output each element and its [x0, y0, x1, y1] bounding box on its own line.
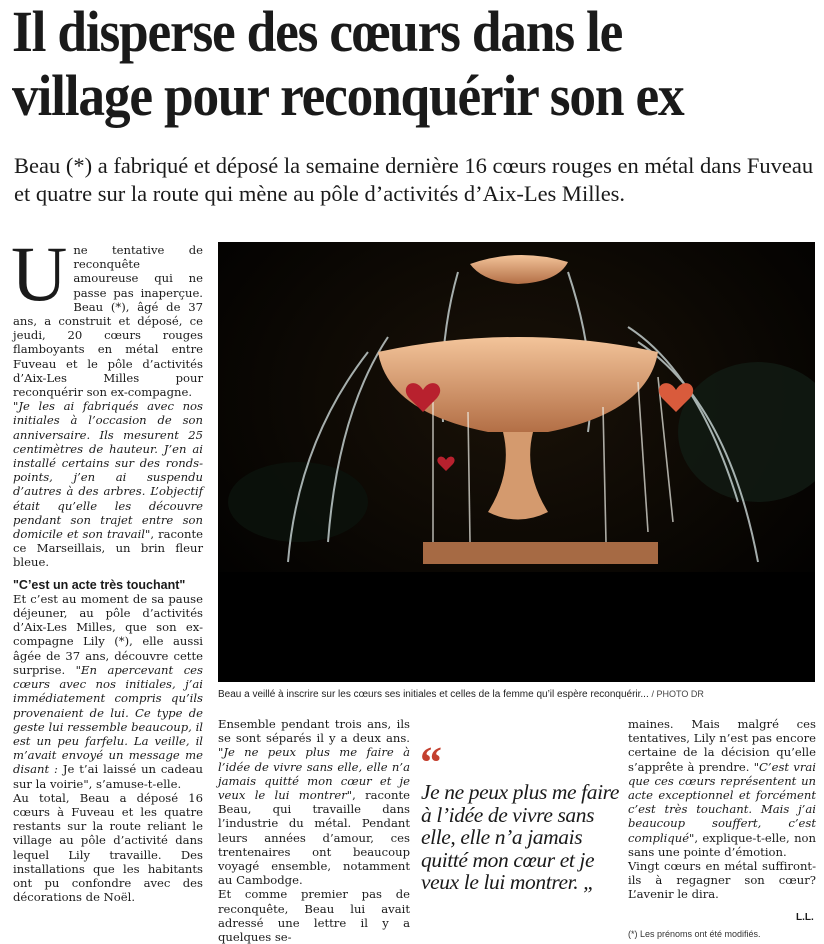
- fountain-illustration: [218, 242, 815, 682]
- body-text: ", s’amuse-t-elle.: [83, 776, 182, 791]
- body-text: , raconte ce Marseillais, un brin fleur bleue.: [13, 527, 203, 570]
- paragraph: [218, 887, 410, 944]
- body-text: Ensemble pendant trois ans, ils se sont séparés il y a deux ans.: [218, 717, 410, 746]
- author-initials: L.L.: [796, 912, 814, 923]
- headline: Il disperse des cœurs dans le village pour reconquérir son ex: [12, 0, 684, 128]
- paragraph: [628, 859, 816, 902]
- body-text: , explique-t-elle, non sans une pointe d’émotion.: [628, 830, 816, 859]
- quote-text: "En apercevant ces cœurs avec nos initiales, j’ai immédiatement compris qu’ils provenaient de lui. Ce type de geste lui ressemble beaucoup, il est un peu farfelu. La veille, il m’avait envoyé un message me disant :: [13, 662, 203, 777]
- fountain-photo: [218, 242, 815, 682]
- paragraph: [13, 592, 203, 791]
- lead-text: ne tentative de reconquête amoureuse qui ne passe pas inaperçue. Beau (*), âgé de 37 ans, a construit et déposé, ce jeudi, 20 cœurs rouges flamboyants en métal entre Fuveau et le pôle d’activités d’Aix-Les Milles pour reconquérir son ex-compagne.: [13, 243, 203, 400]
- quote-mark-icon: “: [420, 738, 442, 787]
- column-3: [628, 717, 816, 902]
- photo-credit: / PHOTO DR: [651, 689, 704, 699]
- quote-text: "Je ne peux plus me faire à l’idée de vivre sans elle, elle n’a jamais quitté mon cœur et je veux le lui montrer": [218, 745, 410, 803]
- column-1: [11, 230, 203, 905]
- subheading: "C’est un acte très touchant": [13, 577, 186, 592]
- quote-text: Je t’ai laissé un cadeau sur la voirie: [13, 762, 203, 791]
- body-text: , raconte Beau, qui travaille dans l’industrie du métal. Pendant leurs années d’amour, ces trentenaires ont beaucoup voyagé ensemble, notamment au Cambodge.: [218, 788, 410, 888]
- footnote: (*) Les prénoms ont été modifiés.: [628, 929, 761, 939]
- paragraph: [628, 717, 816, 859]
- paragraph: [13, 791, 203, 905]
- lead-paragraph: [11, 230, 203, 400]
- drop-cap: U: [11, 230, 68, 317]
- caption-text: Beau a veillé à inscrire sur les cœurs ses initiales et celles de la femme qu’il espère reconquérir...: [218, 689, 652, 700]
- body-text: Au total, Beau a déposé 16 cœurs à Fuveau et les quatre restants sur la route reliant le village au pôle d’activité dans lequel Lily travaille. Des installations que les habitants ont pu confondre avec des décorations de Noël.: [13, 790, 203, 905]
- photo-caption: [218, 689, 818, 700]
- body-text: Et comme premier pas de reconquête, Beau lui avait adressé une lettre il y a quelques se-: [218, 887, 410, 944]
- paragraph: [13, 399, 203, 569]
- paragraph: [218, 717, 410, 887]
- column-2: [218, 717, 410, 944]
- body-text: Vingt cœurs en métal suffiront-ils à regagner son cœur? L’avenir le dira.: [628, 859, 816, 902]
- quote-text: "C’est vrai que ces cœurs représentent un acte exceptionnel et forcément c’est très touchant. Mais j’ai beaucoup souffert, c’est compliqué": [628, 759, 816, 845]
- standfirst: Beau (*) a fabriqué et déposé la semaine dernière 16 cœurs rouges en métal dans Fuveau et quatre sur la route qui mène au pôle d’activités d’Aix-Les Milles.: [14, 153, 814, 206]
- body-text: maines. Mais malgré ces tentatives, Lily n’est pas encore certaine de la décision qu’elle s’apprête à prendre.: [628, 717, 816, 774]
- quote-text: "Je les ai fabriqués avec nos initiales à l’occasion de son anniversaire. Ils mesurent 25 centimètres de hauteur. J’en ai installé certains sur des ronds-points, j’en ai suspendu d’autres à des arbres. L’objectif était qu’elle les découvre pendant son trajet entre son domicile et son travail": [13, 399, 203, 542]
- body-text: Et c’est au moment de sa pause déjeuner, au pôle d’activités d’Aix-Les Milles, que son ex-compagne Lily (*), elle aussi âgée de 37 ans, découvre cette surprise.: [13, 591, 203, 677]
- pull-quote: Je ne peux plus me faire à l’idée de vivre sans elle, elle n’a jamais quitté mon cœur et je veux le lui montrer. „: [421, 780, 619, 894]
